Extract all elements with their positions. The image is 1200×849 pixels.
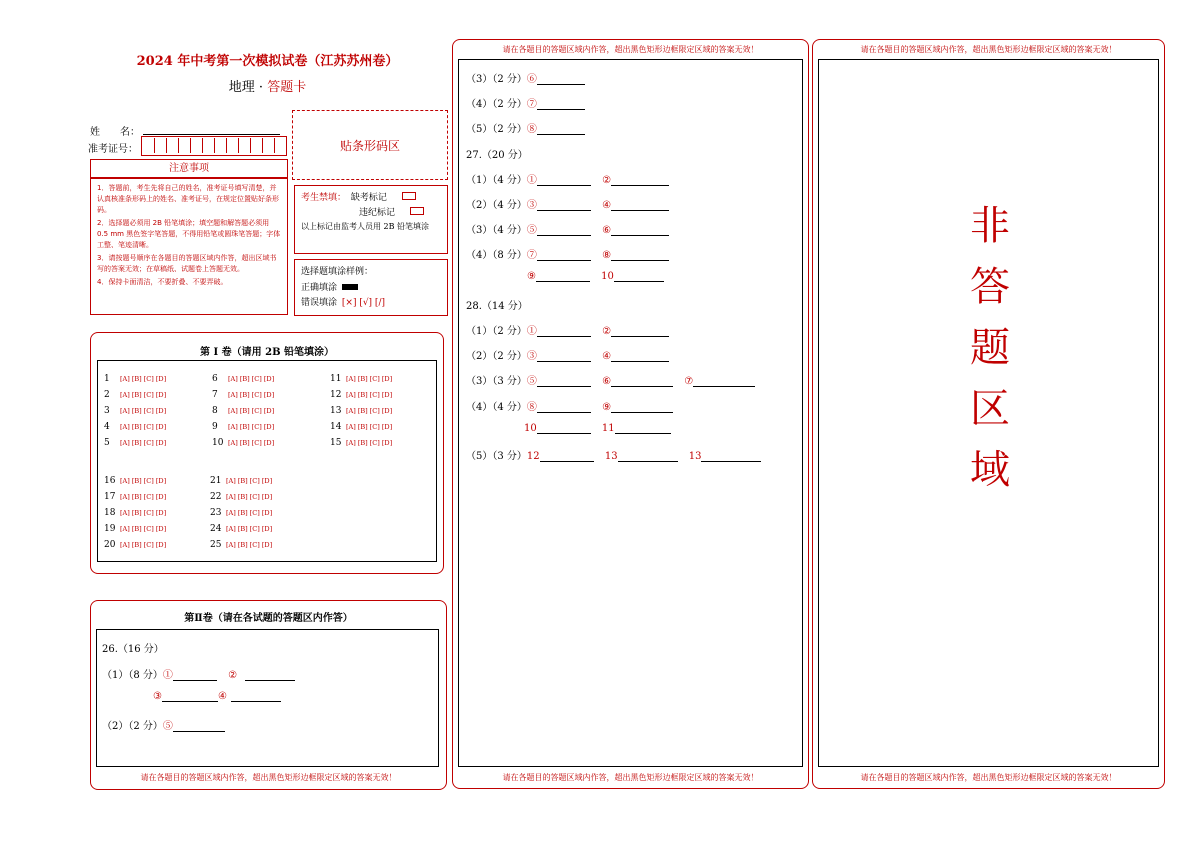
answer-line[interactable] <box>537 433 591 434</box>
mc-row[interactable]: 6 [A] [B] [C] [D] <box>212 374 275 384</box>
filled-mark-icon <box>342 284 358 290</box>
q28-row-5: 10 11 <box>524 423 671 434</box>
q27-row-4: （4）（8 分）⑦ ⑧ <box>466 246 669 261</box>
q26-head: 26.（16 分） <box>102 644 164 655</box>
q27-row-3: （3）（4 分）⑤ ⑥ <box>466 221 669 236</box>
answer-mark: ⑤ <box>162 721 173 732</box>
subject-name: 地理 · <box>228 80 268 95</box>
part2-title: 第Ⅱ卷（请在各试题的答题区内作答） <box>184 613 353 624</box>
warning-text: 请在各题目的答题区域内作答，超出黑色矩形边框限定区域的答案无效！ <box>860 773 1117 782</box>
notice-item: 1．答题前，考生先将自己的姓名，准考证号填写清楚，并认真核准条形码上的姓名、准考证号，在规定位置贴好条形码。 <box>97 184 279 214</box>
mc-row[interactable]: 4 [A] [B] [C] [D] <box>104 422 167 432</box>
answer-line[interactable] <box>611 260 669 261</box>
mc-column <box>104 468 204 548</box>
answer-line[interactable] <box>611 185 669 186</box>
answer-line[interactable] <box>536 281 590 282</box>
answer-mark: ② <box>228 670 238 681</box>
barcode-label: 贴条形码区 <box>339 138 400 153</box>
mc-row[interactable]: 24 [A] [B] [C] [D] <box>210 524 273 534</box>
answer-line[interactable] <box>614 281 664 282</box>
q28-row-2: （2）（2 分）③ ④ <box>466 347 669 362</box>
mc-row[interactable]: 23 [A] [B] [C] [D] <box>210 508 273 518</box>
q26-part1-label: （1）（8 分） <box>102 670 163 681</box>
answer-line[interactable] <box>245 680 295 681</box>
q26-row-6: （5）（2 分）⑧ <box>466 120 585 135</box>
warning-text: 请在各题目的答题区域内作答，超出黑色矩形边框限定区域的答案无效！ <box>860 45 1117 54</box>
notice-title: 注意事项 <box>90 159 288 178</box>
fill-example-correct-row <box>301 280 441 293</box>
answer-line[interactable] <box>537 386 591 387</box>
subject-line <box>90 76 445 95</box>
notice-item: 3．请按题号顺序在各题目的答题区域内作答，超出区域书写的答案无效；在草稿纸、试题卷上答题无效。 <box>97 254 277 273</box>
prohibited-row-absent <box>301 190 441 203</box>
notice-item: 4．保持卡面清洁，不要折叠、不要弄破。 <box>97 278 228 286</box>
answer-line[interactable] <box>615 433 671 434</box>
mc-row[interactable]: 1 [A] [B] [C] [D] <box>104 374 167 384</box>
answer-line[interactable] <box>611 386 673 387</box>
prohibited-note: 以上标记由监考人员用 2B 铅笔填涂 <box>301 222 430 231</box>
answer-line[interactable] <box>173 731 225 732</box>
violation-mark-box[interactable] <box>410 207 424 215</box>
mc-row[interactable]: 14 [A] [B] [C] [D] <box>330 422 393 432</box>
answer-line[interactable] <box>701 461 761 462</box>
answer-mark: ③ <box>153 691 162 702</box>
q27-head: 27.（20 分） <box>466 150 528 161</box>
mc-row[interactable]: 13 [A] [B] [C] [D] <box>330 406 393 416</box>
answer-line[interactable] <box>537 84 585 85</box>
prohibited-box <box>294 185 448 254</box>
answer-line[interactable] <box>611 235 669 236</box>
q28-row-1: （1）（2 分）① ② <box>466 322 669 337</box>
q26-part2-label: （2）（2 分） <box>102 721 163 732</box>
answer-line[interactable] <box>618 461 678 462</box>
mc-row[interactable]: 25 [A] [B] [C] [D] <box>210 540 273 550</box>
notice-box <box>90 178 288 315</box>
q27-row-5: ⑨ 10 <box>527 271 664 282</box>
answer-mark: ⑦ <box>526 99 537 110</box>
name-field[interactable] <box>143 134 280 135</box>
wrong-fill-marks: [×] [√] [/] <box>341 298 385 308</box>
mc-row[interactable]: 18 [A] [B] [C] [D] <box>104 508 167 518</box>
mc-row[interactable]: 22 [A] [B] [C] [D] <box>210 492 273 502</box>
q26-row-5: （4）（2 分）⑦ <box>466 95 585 110</box>
answer-line[interactable] <box>611 412 673 413</box>
mc-row[interactable]: 12 [A] [B] [C] [D] <box>330 390 393 400</box>
non-answer-area-label: 非 答 题 区 域 <box>970 203 1010 493</box>
correct-fill-label: 正确填涂 <box>301 283 338 293</box>
answer-line[interactable] <box>537 412 591 413</box>
exam-title: 2024 年中考第一次模拟试卷（江苏苏州卷） <box>136 54 399 69</box>
answer-mark: ① <box>162 670 173 681</box>
absent-mark-box[interactable] <box>402 192 416 200</box>
answer-line[interactable] <box>693 386 755 387</box>
q26-row-3 <box>102 717 225 732</box>
mc-row[interactable]: 5 [A] [B] [C] [D] <box>104 438 167 448</box>
mc-column <box>212 366 312 446</box>
fill-example-title: 选择题填涂样例： <box>301 267 374 277</box>
absent-mark-label: 缺考标记 <box>350 193 387 203</box>
answer-line[interactable] <box>537 336 591 337</box>
q27-row-1: （1）（4 分）① ② <box>466 171 669 186</box>
mc-column <box>210 468 310 548</box>
answer-line[interactable] <box>537 361 591 362</box>
mc-column <box>330 366 430 446</box>
mc-row[interactable]: 20 [A] [B] [C] [D] <box>104 540 167 550</box>
mc-row[interactable]: 11 [A] [B] [C] [D] <box>330 374 393 384</box>
answer-line[interactable] <box>537 235 591 236</box>
answer-line[interactable] <box>173 680 217 681</box>
answer-line[interactable] <box>611 210 669 211</box>
answer-line[interactable] <box>537 210 591 211</box>
mc-row[interactable]: 9 [A] [B] [C] [D] <box>212 422 275 432</box>
q28-row-6: （5）（3 分）12 13 13 <box>466 447 761 462</box>
name-label: 姓 名： <box>90 127 140 138</box>
mc-row[interactable]: 7 [A] [B] [C] [D] <box>212 390 275 400</box>
card-label: 答题卡 <box>267 80 307 95</box>
mc-row[interactable]: 21 [A] [B] [C] [D] <box>210 476 273 486</box>
fill-example-box <box>294 259 448 316</box>
q26-row-1 <box>102 666 295 681</box>
q26-row-2 <box>153 691 281 702</box>
notice-item: 2．选择题必须用 2B 铅笔填涂；填空题和解答题必须用 0.5 mm 黑色签字笔答题，不得用铅笔或圆珠笔答题；字体工整、笔迹清晰。 <box>97 219 281 249</box>
answer-mark: ④ <box>217 691 227 702</box>
q28-row-4: （4）（4 分）⑧ ⑨ <box>466 398 673 413</box>
mc-row[interactable]: 10 [A] [B] [C] [D] <box>212 438 275 448</box>
answer-line[interactable] <box>540 461 594 462</box>
answer-line[interactable] <box>162 701 218 702</box>
answer-line[interactable] <box>611 336 669 337</box>
mc-row[interactable]: 16 [A] [B] [C] [D] <box>104 476 167 486</box>
mc-row[interactable]: 8 [A] [B] [C] [D] <box>212 406 275 416</box>
answer-line[interactable] <box>611 361 669 362</box>
answer-mark: ⑧ <box>526 124 537 135</box>
answer-line[interactable] <box>537 134 585 135</box>
mc-row[interactable]: 3 [A] [B] [C] [D] <box>104 406 167 416</box>
col2-answer-box <box>458 59 803 767</box>
mc-row[interactable]: 17 [A] [B] [C] [D] <box>104 492 167 502</box>
answer-line[interactable] <box>537 109 585 110</box>
q26-row-4: （3）（2 分）⑥ <box>466 70 585 85</box>
q27-row-2: （2）（4 分）③ ④ <box>466 196 669 211</box>
wrong-fill-label: 错误填涂 <box>301 298 338 308</box>
answer-line[interactable] <box>537 185 591 186</box>
answer-line[interactable] <box>231 701 281 702</box>
exam-id-label: 准考证号： <box>88 144 138 155</box>
prohibited-label: 考生禁填： <box>301 193 347 203</box>
warning-text: 请在各题目的答题区域内作答，超出黑色矩形边框限定区域的答案无效！ <box>502 773 759 782</box>
mc-column <box>104 366 204 446</box>
mc-row[interactable]: 15 [A] [B] [C] [D] <box>330 438 393 448</box>
violation-mark-label: 违纪标记 <box>359 208 396 218</box>
warning-text: 请在各题目的答题区域内作答，超出黑色矩形边框限定区域的答案无效！ <box>502 45 759 54</box>
q28-head: 28.（14 分） <box>466 301 528 312</box>
warning-text: 请在各题目的答题区域内作答，超出黑色矩形边框限定区域的答案无效！ <box>140 773 397 782</box>
answer-mark: ⑥ <box>526 74 537 85</box>
mc-row[interactable]: 2 [A] [B] [C] [D] <box>104 390 167 400</box>
mc-row[interactable]: 19 [A] [B] [C] [D] <box>104 524 167 534</box>
q28-row-3: （3）（3 分）⑤ ⑥ ⑦ <box>466 372 755 387</box>
fill-example-wrong-row <box>301 295 441 308</box>
prohibited-row-violation <box>359 205 441 218</box>
barcode-area <box>292 110 448 180</box>
part1-title: 第 Ⅰ 卷（请用 2B 铅笔填涂） <box>199 347 334 358</box>
exam-id-grid[interactable] <box>141 136 287 156</box>
answer-line[interactable] <box>537 260 591 261</box>
